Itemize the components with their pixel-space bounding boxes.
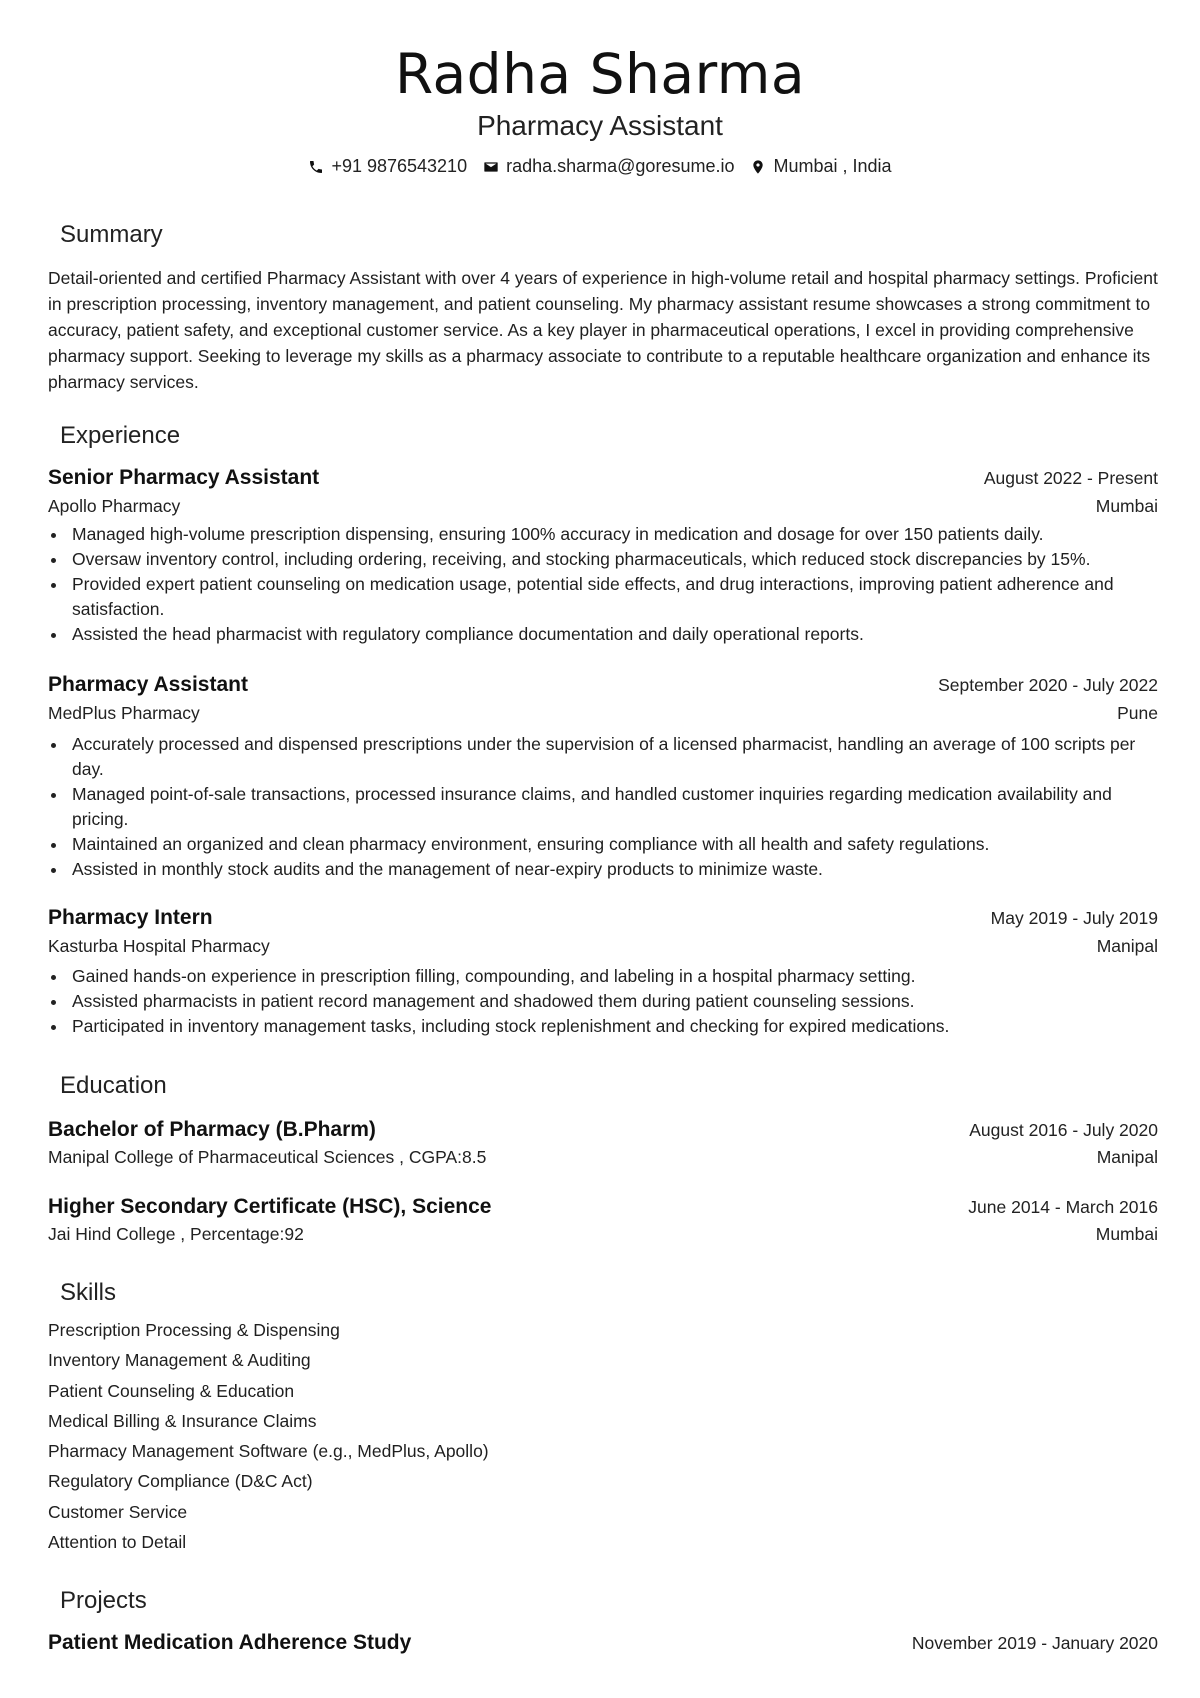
list-item: Patient Counseling & Education	[48, 1380, 295, 1401]
job-title: Pharmacy Assistant	[48, 673, 248, 696]
job-location: Manipal	[1096, 936, 1158, 956]
education-header	[48, 1118, 1158, 1142]
degree-title: Bachelor of Pharmacy (B.Pharm)	[48, 1118, 376, 1141]
job-company: Apollo Pharmacy	[48, 496, 181, 516]
education-dates: June 2014 - March 2016	[968, 1197, 1158, 1217]
job-header	[48, 466, 1158, 490]
school-name: Jai Hind College , Percentage:92	[48, 1224, 304, 1244]
job-dates: September 2020 - July 2022	[938, 675, 1158, 695]
mail-icon	[483, 159, 499, 175]
job-subheader	[48, 936, 1158, 957]
candidate-role: Pharmacy Assistant	[477, 110, 723, 141]
list-item: Participated in inventory management tasks, including stock replenishment and checking for expired medications.	[48, 1014, 1166, 1039]
education-subheader	[48, 1224, 1158, 1245]
list-item: Provided expert patient counseling on medication usage, potential side effects, and drug interactions, improving patient adherence and satisfaction.	[48, 572, 1166, 622]
job-location: Mumbai	[1095, 496, 1158, 516]
phone-text: +91 9876543210	[331, 156, 468, 176]
summary-text: Detail-oriented and certified Pharmacy Assistant with over 4 years of experience in high-volume retail and hospital pharmacy settings. Proficient in prescription processing, inventory management, and patient counseling. My pharmacy assistant resume showcases a strong commitment to accuracy, patient safety, and exceptional customer service. As a key player in pharmaceutical operations, I excel in providing comprehensive pharmacy support. Seeking to leverage my skills as a pharmacy associate to contribute to a reputable healthcare organization and enhance its pharmacy services.	[48, 268, 1158, 392]
education-dates: August 2016 - July 2020	[969, 1120, 1158, 1140]
experience-heading: Experience	[60, 422, 181, 449]
list-item: Gained hands-on experience in prescription filling, compounding, and labeling in a hospital pharmacy setting.	[48, 964, 1166, 989]
list-item: Inventory Management & Auditing	[48, 1350, 311, 1371]
list-item: Assisted pharmacists in patient record management and shadowed them during patient counseling sessions.	[48, 989, 1166, 1014]
project-dates: November 2019 - January 2020	[911, 1633, 1158, 1653]
degree-title: Higher Secondary Certificate (HSC), Science	[48, 1195, 492, 1218]
email-text: radha.sharma@goresume.io	[506, 156, 735, 176]
location-text: Mumbai , India	[773, 156, 892, 176]
list-item: Managed high-volume prescription dispensing, ensuring 100% accuracy in medication and dosage for over 150 patients daily.	[48, 522, 1166, 547]
skills-heading: Skills	[60, 1279, 117, 1306]
job-title: Pharmacy Intern	[48, 906, 213, 929]
school-name: Manipal College of Pharmaceutical Sciences , CGPA:8.5	[48, 1147, 487, 1167]
job-bullets	[48, 522, 1166, 647]
job-location: Pune	[1117, 703, 1158, 723]
list-item: Pharmacy Management Software (e.g., MedPlus, Apollo)	[48, 1441, 489, 1462]
list-item: Oversaw inventory control, including ordering, receiving, and stocking pharmaceuticals, which reduced stock discrepancies by 15%.	[48, 547, 1166, 572]
job-dates: May 2019 - July 2019	[990, 908, 1158, 928]
candidate-name: Radha Sharma	[394, 42, 806, 106]
list-item: Customer Service	[48, 1501, 188, 1522]
list-item: Assisted the head pharmacist with regulatory compliance documentation and daily operational reports.	[48, 622, 1166, 647]
job-header	[48, 906, 1158, 930]
summary-heading: Summary	[60, 221, 163, 248]
projects-heading: Projects	[60, 1587, 147, 1614]
list-item: Prescription Processing & Dispensing	[48, 1320, 340, 1340]
job-subheader	[48, 496, 1158, 517]
list-item: Accurately processed and dispensed prescriptions under the supervision of a licensed pharmacist, handling an average of 100 scripts per day.	[48, 732, 1166, 782]
location-pin-icon	[750, 159, 766, 175]
job-title: Senior Pharmacy Assistant	[48, 466, 320, 489]
project-header	[48, 1631, 1158, 1655]
list-item: Assisted in monthly stock audits and the management of near-expiry products to minimize waste.	[48, 857, 1166, 882]
contact-bar	[0, 156, 1200, 177]
education-header	[48, 1195, 1158, 1219]
job-subheader	[48, 703, 1158, 724]
list-item: Managed point-of-sale transactions, processed insurance claims, and handled customer inquiries regarding medication availability and pricing.	[48, 782, 1166, 832]
list-item: Medical Billing & Insurance Claims	[48, 1410, 317, 1431]
job-bullets	[48, 964, 1166, 1039]
job-company: MedPlus Pharmacy	[48, 703, 200, 723]
contact-phone	[308, 156, 467, 177]
project-title: Patient Medication Adherence Study	[48, 1631, 412, 1654]
contact-location	[750, 156, 891, 177]
job-header	[48, 673, 1158, 697]
job-bullets	[48, 732, 1166, 882]
school-location: Manipal	[1096, 1147, 1158, 1167]
list-item: Attention to Detail	[48, 1532, 187, 1553]
list-item: Regulatory Compliance (D&C Act)	[48, 1471, 313, 1492]
school-location: Mumbai	[1095, 1224, 1158, 1244]
list-item: Maintained an organized and clean pharmacy environment, ensuring compliance with all health and safety regulations.	[48, 832, 1166, 857]
education-subheader	[48, 1147, 1158, 1168]
phone-icon	[308, 159, 324, 175]
job-dates: August 2022 - Present	[983, 468, 1158, 488]
education-heading: Education	[60, 1072, 167, 1099]
job-company: Kasturba Hospital Pharmacy	[48, 936, 270, 956]
skills-list	[48, 1317, 489, 1559]
contact-email	[483, 156, 734, 177]
